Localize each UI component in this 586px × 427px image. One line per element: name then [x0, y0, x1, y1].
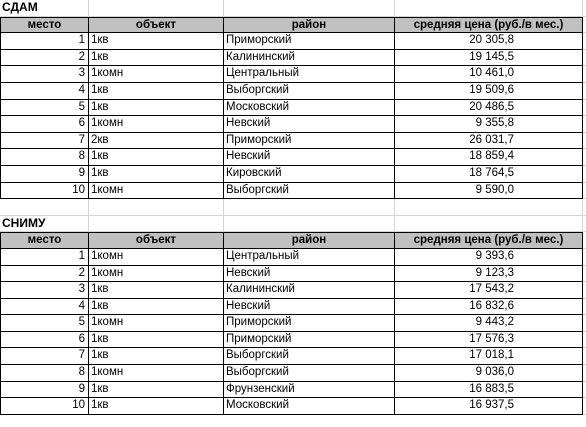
district-cell[interactable]: Невский — [224, 149, 395, 166]
object-cell[interactable]: 1кв — [89, 100, 224, 117]
object-cell[interactable]: 1комн — [89, 315, 224, 332]
rank-cell[interactable]: 3 — [0, 66, 89, 83]
column-header[interactable]: район — [224, 232, 395, 249]
rank-cell[interactable]: 1 — [0, 33, 89, 50]
district-cell[interactable]: Невский — [224, 266, 395, 283]
district-cell[interactable]: Калининский — [224, 50, 395, 67]
price-cell[interactable]: 19 509,6 — [395, 83, 583, 100]
rank-cell[interactable]: 6 — [0, 116, 89, 133]
rank-cell[interactable]: 5 — [0, 100, 89, 117]
column-header[interactable]: место — [0, 232, 89, 249]
object-cell[interactable]: 1кв — [89, 83, 224, 100]
spacer-col-1[interactable] — [89, 199, 224, 216]
object-cell[interactable]: 1комн — [89, 66, 224, 83]
price-cell[interactable]: 9 393,6 — [395, 249, 583, 266]
price-cell[interactable]: 17 576,3 — [395, 332, 583, 349]
object-cell[interactable]: 1комн — [89, 266, 224, 283]
object-cell[interactable]: 1кв — [89, 50, 224, 67]
object-cell[interactable]: 1комн — [89, 249, 224, 266]
spacer-col-3[interactable] — [395, 199, 583, 216]
price-cell[interactable]: 9 355,8 — [395, 116, 583, 133]
empty-cell[interactable] — [224, 216, 395, 233]
district-cell[interactable]: Невский — [224, 299, 395, 316]
rank-cell[interactable]: 2 — [0, 50, 89, 67]
district-cell[interactable]: Кировский — [224, 166, 395, 183]
spacer-col-2[interactable] — [224, 199, 395, 216]
empty-cell[interactable] — [395, 216, 583, 233]
district-cell[interactable]: Центральный — [224, 66, 395, 83]
district-cell[interactable]: Выборгский — [224, 183, 395, 200]
column-header[interactable]: объект — [89, 232, 224, 249]
object-cell[interactable]: 1кв — [89, 33, 224, 50]
district-cell[interactable]: Невский — [224, 116, 395, 133]
district-cell[interactable]: Московский — [224, 398, 395, 415]
column-header[interactable]: место — [0, 17, 89, 34]
empty-cell[interactable] — [224, 0, 395, 17]
rank-cell[interactable]: 10 — [0, 183, 89, 200]
district-cell[interactable]: Приморский — [224, 315, 395, 332]
object-cell[interactable]: 1кв — [89, 348, 224, 365]
object-cell[interactable]: 1кв — [89, 282, 224, 299]
rank-cell[interactable]: 7 — [0, 348, 89, 365]
rank-cell[interactable]: 7 — [0, 133, 89, 150]
district-cell[interactable]: Выборгский — [224, 365, 395, 382]
price-cell[interactable]: 20 486,5 — [395, 100, 583, 117]
rank-cell[interactable]: 4 — [0, 299, 89, 316]
spacer-col-0[interactable] — [0, 199, 89, 216]
rank-cell[interactable]: 10 — [0, 398, 89, 415]
district-cell[interactable]: Приморский — [224, 33, 395, 50]
column-header[interactable]: объект — [89, 17, 224, 34]
rank-cell[interactable]: 8 — [0, 365, 89, 382]
object-cell[interactable]: 1комн — [89, 365, 224, 382]
rank-cell[interactable]: 6 — [0, 332, 89, 349]
district-cell[interactable]: Приморский — [224, 332, 395, 349]
price-cell[interactable]: 16 937,5 — [395, 398, 583, 415]
column-header[interactable]: средняя цена (руб./в мес.) — [395, 17, 583, 34]
rank-cell[interactable]: 8 — [0, 149, 89, 166]
price-cell[interactable]: 26 031,7 — [395, 133, 583, 150]
district-cell[interactable]: Приморский — [224, 133, 395, 150]
price-cell[interactable]: 19 145,5 — [395, 50, 583, 67]
district-cell[interactable]: Выборгский — [224, 348, 395, 365]
object-cell[interactable]: 2кв — [89, 133, 224, 150]
price-cell[interactable]: 9 123,3 — [395, 266, 583, 283]
rank-cell[interactable]: 3 — [0, 282, 89, 299]
object-cell[interactable]: 1комн — [89, 183, 224, 200]
price-cell[interactable]: 9 590,0 — [395, 183, 583, 200]
price-cell[interactable]: 18 764,5 — [395, 166, 583, 183]
price-cell[interactable]: 17 018,1 — [395, 348, 583, 365]
price-cell[interactable]: 10 461,0 — [395, 66, 583, 83]
object-cell[interactable]: 1кв — [89, 332, 224, 349]
price-cell[interactable]: 17 543,2 — [395, 282, 583, 299]
rank-cell[interactable]: 9 — [0, 382, 89, 399]
district-cell[interactable]: Центральный — [224, 249, 395, 266]
section-title[interactable]: СДАМ — [0, 0, 89, 17]
rank-cell[interactable]: 4 — [0, 83, 89, 100]
empty-cell[interactable] — [395, 0, 583, 17]
price-cell[interactable]: 16 832,6 — [395, 299, 583, 316]
rank-cell[interactable]: 1 — [0, 249, 89, 266]
column-header[interactable]: средняя цена (руб./в мес.) — [395, 232, 583, 249]
price-cell[interactable]: 16 883,5 — [395, 382, 583, 399]
district-cell[interactable]: Калининский — [224, 282, 395, 299]
object-cell[interactable]: 1кв — [89, 398, 224, 415]
rank-cell[interactable]: 5 — [0, 315, 89, 332]
district-cell[interactable]: Московский — [224, 100, 395, 117]
district-cell[interactable]: Фрунзенский — [224, 382, 395, 399]
column-header[interactable]: район — [224, 17, 395, 34]
rank-cell[interactable]: 9 — [0, 166, 89, 183]
price-cell[interactable]: 18 859,4 — [395, 149, 583, 166]
price-cell[interactable]: 9 036,0 — [395, 365, 583, 382]
price-cell[interactable]: 9 443,2 — [395, 315, 583, 332]
rank-cell[interactable]: 2 — [0, 266, 89, 283]
price-cell[interactable]: 20 305,8 — [395, 33, 583, 50]
object-cell[interactable]: 1кв — [89, 382, 224, 399]
object-cell[interactable]: 1кв — [89, 149, 224, 166]
object-cell[interactable]: 1комн — [89, 116, 224, 133]
section-title[interactable]: СНИМУ — [0, 216, 89, 233]
district-cell[interactable]: Выборгский — [224, 83, 395, 100]
empty-cell[interactable] — [89, 0, 224, 17]
object-cell[interactable]: 1кв — [89, 299, 224, 316]
object-cell[interactable]: 1кв — [89, 166, 224, 183]
empty-cell[interactable] — [89, 216, 224, 233]
